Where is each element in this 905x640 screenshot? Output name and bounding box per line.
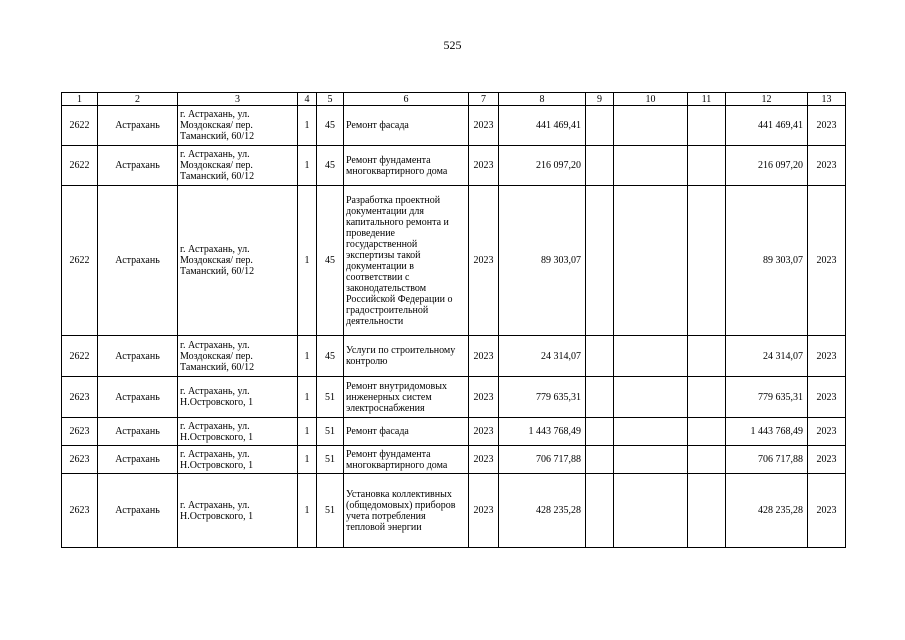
address-cell: г. Астрахань, ул. Моздокская/ пер. Таманский, 60/12 xyxy=(178,146,298,186)
year-cell: 2023 xyxy=(469,418,499,446)
column-11-cell xyxy=(688,474,726,548)
year-cell: 2023 xyxy=(469,106,499,146)
column-4-cell: 1 xyxy=(298,474,317,548)
cost-cell: 428 235,28 xyxy=(499,474,586,548)
cost-cell: 216 097,20 xyxy=(499,146,586,186)
column-5-cell: 51 xyxy=(317,377,344,418)
row-id-cell: 2623 xyxy=(62,446,98,474)
row-id-cell: 2622 xyxy=(62,186,98,336)
address-cell: г. Астрахань, ул. Н.Островского, 1 xyxy=(178,418,298,446)
work-type-cell: Установка коллективных (общедомовых) приборов учета потребления тепловой энергии xyxy=(344,474,469,548)
column-11-cell xyxy=(688,446,726,474)
city-cell: Астрахань xyxy=(98,474,178,548)
column-11-cell xyxy=(688,336,726,377)
work-register-table xyxy=(61,92,846,548)
column-10-cell xyxy=(614,446,688,474)
work-type-cell: Разработка проектной документации для капитального ремонта и проведение государственной экспертизы такой документации в соответствии с законодательством Российской Федерации о градостроительной деятельности xyxy=(344,186,469,336)
completion-year-cell: 2023 xyxy=(808,146,846,186)
year-cell: 2023 xyxy=(469,474,499,548)
city-cell: Астрахань xyxy=(98,377,178,418)
column-number: 13 xyxy=(808,93,846,106)
column-number: 9 xyxy=(586,93,614,106)
work-type-cell: Ремонт фундамента многоквартирного дома xyxy=(344,146,469,186)
column-number-row xyxy=(62,93,846,106)
column-5-cell: 45 xyxy=(317,106,344,146)
cost-cell: 1 443 768,49 xyxy=(499,418,586,446)
cost-cell: 706 717,88 xyxy=(499,446,586,474)
cost-cell: 24 314,07 xyxy=(499,336,586,377)
cost-cell: 441 469,41 xyxy=(499,106,586,146)
column-9-cell xyxy=(586,146,614,186)
address-cell: г. Астрахань, ул. Моздокская/ пер. Таманский, 60/12 xyxy=(178,186,298,336)
column-number: 4 xyxy=(298,93,317,106)
completion-year-cell: 2023 xyxy=(808,446,846,474)
column-9-cell xyxy=(586,186,614,336)
work-type-cell: Ремонт внутридомовых инженерных систем электроснабжения xyxy=(344,377,469,418)
column-9-cell xyxy=(586,336,614,377)
column-number: 8 xyxy=(499,93,586,106)
column-number: 6 xyxy=(344,93,469,106)
year-cell: 2023 xyxy=(469,186,499,336)
total-cost-cell: 1 443 768,49 xyxy=(726,418,808,446)
row-id-cell: 2622 xyxy=(62,336,98,377)
column-9-cell xyxy=(586,446,614,474)
column-number: 3 xyxy=(178,93,298,106)
year-cell: 2023 xyxy=(469,377,499,418)
table-row xyxy=(62,418,846,446)
column-9-cell xyxy=(586,474,614,548)
column-10-cell xyxy=(614,336,688,377)
year-cell: 2023 xyxy=(469,146,499,186)
column-5-cell: 51 xyxy=(317,446,344,474)
column-10-cell xyxy=(614,186,688,336)
completion-year-cell: 2023 xyxy=(808,186,846,336)
column-4-cell: 1 xyxy=(298,186,317,336)
address-cell: г. Астрахань, ул. Моздокская/ пер. Таманский, 60/12 xyxy=(178,106,298,146)
row-id-cell: 2623 xyxy=(62,418,98,446)
column-4-cell: 1 xyxy=(298,336,317,377)
address-cell: г. Астрахань, ул. Н.Островского, 1 xyxy=(178,446,298,474)
column-11-cell xyxy=(688,418,726,446)
row-id-cell: 2623 xyxy=(62,474,98,548)
table-row xyxy=(62,186,846,336)
table-row xyxy=(62,377,846,418)
table-row xyxy=(62,336,846,377)
column-9-cell xyxy=(586,106,614,146)
city-cell: Астрахань xyxy=(98,418,178,446)
column-number: 11 xyxy=(688,93,726,106)
column-10-cell xyxy=(614,418,688,446)
column-11-cell xyxy=(688,146,726,186)
page-number: 525 xyxy=(443,38,462,52)
completion-year-cell: 2023 xyxy=(808,106,846,146)
row-id-cell: 2622 xyxy=(62,146,98,186)
city-cell: Астрахань xyxy=(98,106,178,146)
city-cell: Астрахань xyxy=(98,446,178,474)
city-cell: Астрахань xyxy=(98,186,178,336)
column-10-cell xyxy=(614,474,688,548)
column-4-cell: 1 xyxy=(298,146,317,186)
column-10-cell xyxy=(614,146,688,186)
row-id-cell: 2622 xyxy=(62,106,98,146)
column-number: 7 xyxy=(469,93,499,106)
column-5-cell: 45 xyxy=(317,186,344,336)
column-number: 5 xyxy=(317,93,344,106)
column-10-cell xyxy=(614,377,688,418)
column-4-cell: 1 xyxy=(298,106,317,146)
column-number: 10 xyxy=(614,93,688,106)
completion-year-cell: 2023 xyxy=(808,418,846,446)
year-cell: 2023 xyxy=(469,446,499,474)
column-11-cell xyxy=(688,186,726,336)
city-cell: Астрахань xyxy=(98,336,178,377)
column-number: 12 xyxy=(726,93,808,106)
completion-year-cell: 2023 xyxy=(808,377,846,418)
table-row xyxy=(62,446,846,474)
completion-year-cell: 2023 xyxy=(808,336,846,377)
address-cell: г. Астрахань, ул. Н.Островского, 1 xyxy=(178,474,298,548)
column-10-cell xyxy=(614,106,688,146)
column-5-cell: 45 xyxy=(317,336,344,377)
total-cost-cell: 24 314,07 xyxy=(726,336,808,377)
total-cost-cell: 779 635,31 xyxy=(726,377,808,418)
cost-cell: 89 303,07 xyxy=(499,186,586,336)
city-cell: Астрахань xyxy=(98,146,178,186)
total-cost-cell: 441 469,41 xyxy=(726,106,808,146)
year-cell: 2023 xyxy=(469,336,499,377)
total-cost-cell: 706 717,88 xyxy=(726,446,808,474)
column-5-cell: 51 xyxy=(317,418,344,446)
column-11-cell xyxy=(688,377,726,418)
work-type-cell: Ремонт фасада xyxy=(344,106,469,146)
column-9-cell xyxy=(586,418,614,446)
work-type-cell: Ремонт фасада xyxy=(344,418,469,446)
cost-cell: 779 635,31 xyxy=(499,377,586,418)
work-type-cell: Услуги по строительному контролю xyxy=(344,336,469,377)
address-cell: г. Астрахань, ул. Моздокская/ пер. Таманский, 60/12 xyxy=(178,336,298,377)
table-row xyxy=(62,146,846,186)
row-id-cell: 2623 xyxy=(62,377,98,418)
completion-year-cell: 2023 xyxy=(808,474,846,548)
column-9-cell xyxy=(586,377,614,418)
total-cost-cell: 428 235,28 xyxy=(726,474,808,548)
column-number: 2 xyxy=(98,93,178,106)
column-4-cell: 1 xyxy=(298,377,317,418)
table-row xyxy=(62,474,846,548)
column-4-cell: 1 xyxy=(298,446,317,474)
total-cost-cell: 216 097,20 xyxy=(726,146,808,186)
column-5-cell: 45 xyxy=(317,146,344,186)
address-cell: г. Астрахань, ул. Н.Островского, 1 xyxy=(178,377,298,418)
column-number: 1 xyxy=(62,93,98,106)
total-cost-cell: 89 303,07 xyxy=(726,186,808,336)
work-type-cell: Ремонт фундамента многоквартирного дома xyxy=(344,446,469,474)
column-11-cell xyxy=(688,106,726,146)
column-5-cell: 51 xyxy=(317,474,344,548)
table-row xyxy=(62,106,846,146)
column-4-cell: 1 xyxy=(298,418,317,446)
